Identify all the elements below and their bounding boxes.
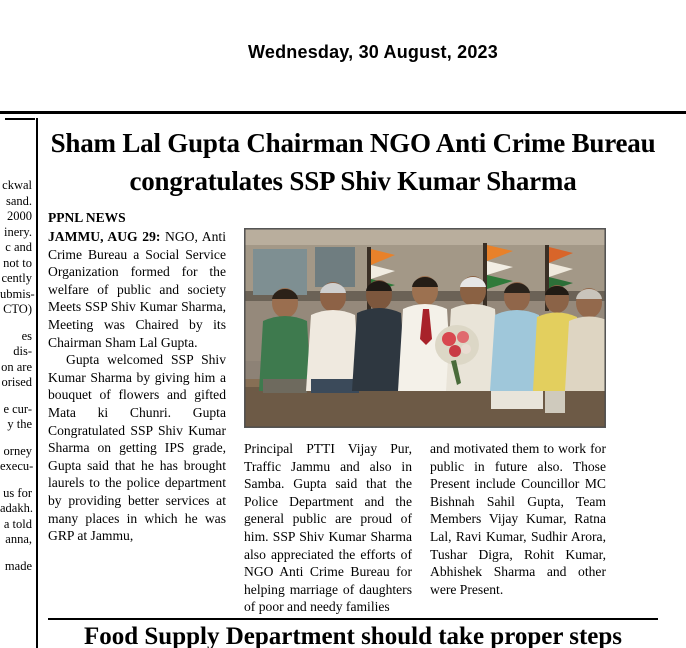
publication-date: Wednesday, 30 August, 2023 bbox=[248, 42, 498, 62]
column-1-paragraph-1: NGO, Anti Crime Bureau a Social Service Organization formed for the welfare of public and society Meets SSP Shiv Kumar Sharma, Meeting was Chaired by its Chairman Sham Lal Gupta. bbox=[48, 229, 226, 350]
next-article-headline: Food Supply Department should take proper steps bbox=[83, 623, 623, 648]
left-column-text bbox=[0, 178, 34, 585]
main-article bbox=[48, 118, 658, 615]
bottom-divider-rule bbox=[48, 618, 658, 620]
article-column-2: Principal PTTI Vijay Pur, Traffic Jammu and also in Samba. Gupta said that the Police Department and the general public are proud of him. SSP Shiv Kumar Sharma also appreciated the efforts of NGO Anti Crime Bureau for helping marriage of daughters of poor and needy families bbox=[244, 441, 412, 615]
column-separator-line bbox=[36, 118, 38, 648]
photo-image bbox=[245, 229, 605, 427]
article-byline: PPNL NEWS bbox=[48, 210, 126, 225]
article-column-3: and motivated them to work for public in future also. Those Present include Councillor MC Bishnah Sahil Gupta, Team Members Vijay Kumar, Ratna Lal, Ravi Kumar, Sudhir Arora, Tushar Digra, Rohit Kumar, Abhishek Sharma and other were Present. bbox=[430, 441, 606, 597]
left-fragment: made bbox=[4, 558, 32, 573]
article-photo bbox=[244, 228, 606, 428]
left-partial-column bbox=[0, 118, 40, 648]
article-headline bbox=[48, 124, 658, 200]
left-fragment: us for adakh. a told anna, bbox=[0, 485, 33, 546]
headline-line-2: congratulates SSP Shiv Kumar Sharma bbox=[129, 166, 577, 196]
left-column-rule bbox=[5, 118, 35, 120]
date-bar bbox=[0, 42, 686, 63]
column-1-paragraph-2: Gupta welcomed SSP Shiv Kumar Sharma by giving him a bouquet of flowers and gifted Mata ki Chunri. Gupta Congratulated SSP Shiv Kumar Sharma on getting IPS grade, Gupta said that he has brought laurels to the police department by providing better services at many places in which he was GRP at Jammu, bbox=[48, 352, 226, 544]
left-fragment: orney execu- bbox=[0, 443, 34, 473]
left-fragment: es dis- on are orised bbox=[1, 328, 32, 389]
article-column-1 bbox=[48, 228, 226, 545]
left-fragment: ckwal sand. 2000 inery. c and not to cently ubmis- CTO) bbox=[0, 178, 35, 316]
headline-line-1: Sham Lal Gupta Chairman NGO Anti Crime Bureau bbox=[50, 128, 656, 158]
left-fragment: e cur- y the bbox=[3, 401, 32, 431]
top-divider-rule bbox=[0, 111, 686, 114]
dateline: JAMMU, AUG 29: bbox=[48, 229, 161, 244]
